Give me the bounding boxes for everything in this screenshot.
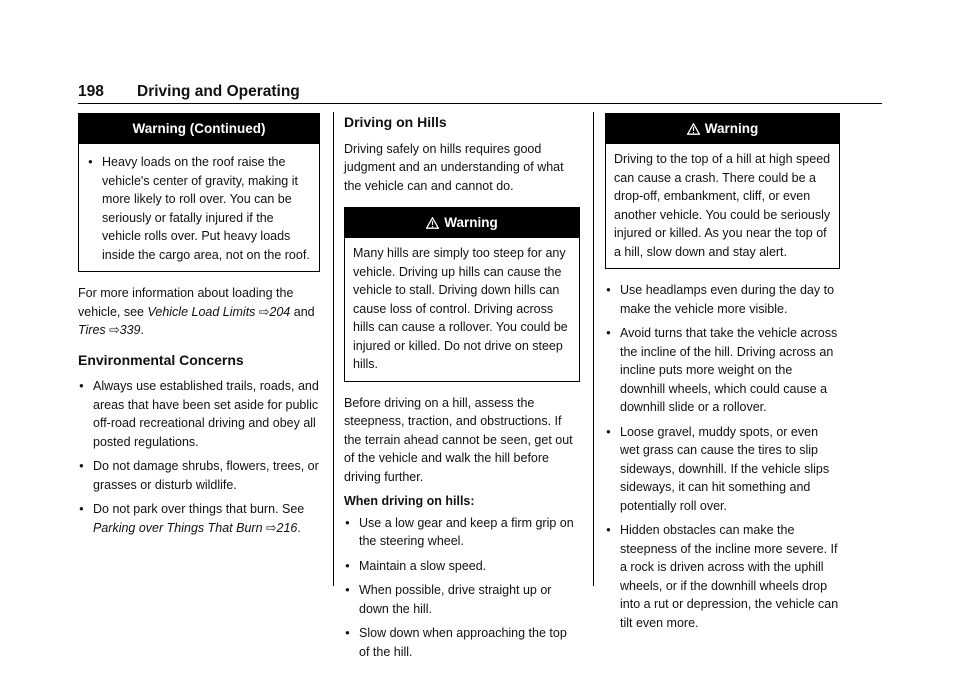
list-item: ● Avoid turns that take the vehicle across the incline of the hill. Driving across an incline puts more weight on the downhill wheels, which could cause a downhill slide or a rollover. [605, 324, 840, 417]
and-text: and [293, 304, 315, 319]
bullet3-text: Do not park over things that burn. See [93, 502, 305, 516]
hills-list [344, 514, 580, 662]
warning-text: Many hills are simply too steep for any vehicle. Driving up hills can cause the vehicle to stall. Driving down hills can cause loss of control. Driving across hills can cause a rollover. You could be injured or killed. Do not drive on steep hills. [353, 246, 568, 371]
warning-box-steep [344, 207, 580, 382]
when-driving-label: When driving on hills: [344, 494, 475, 508]
column-divider-1 [333, 112, 334, 586]
loading-info: For more information about loading the vehicle, see Vehicle Load Limits ⇨204 and Tires ⇨339. [78, 286, 315, 337]
list-item: ● Use headlamps even during the day to make the vehicle more visible. [605, 281, 840, 318]
page-ref-339[interactable]: 339 [119, 323, 141, 337]
before-driving-text: Before driving on a hill, assess the steepness, traction, and obstructions. If the terrain ahead cannot be seen, get out of the vehicle and walk the hill before driving further. [344, 395, 573, 484]
hills-intro: Driving safely on hills requires good judgment and an understanding of what the vehicle can and cannot do. [344, 141, 564, 193]
warning-triangle-icon [687, 123, 700, 135]
section-title: Driving and Operating [137, 83, 300, 100]
page-ref-216[interactable]: 216 [276, 520, 298, 535]
list-item: ● Maintain a slow speed. [344, 557, 580, 576]
column-2 [344, 113, 580, 667]
environmental-list [78, 377, 320, 537]
heading-driving-on-hills: Driving on Hills [344, 114, 447, 130]
warning-label: Warning [704, 121, 759, 136]
warning-box-top-of-hill [605, 113, 840, 269]
list-item: ● When possible, drive straight up or down the hill. [344, 581, 580, 618]
column-1 [78, 113, 320, 543]
warning-continued-box [78, 113, 320, 272]
link-tires[interactable]: Tires [78, 323, 106, 337]
page-number: 198 [78, 83, 104, 100]
link-vehicle-load-limits[interactable]: Vehicle Load Limits [147, 304, 256, 319]
warning-title [345, 208, 579, 238]
warning-continued-title: Warning (Continued) [79, 114, 319, 144]
warning-bullet: ● Heavy loads on the roof raise the vehicle's center of gravity, making it more likely to roll over. You can be seriously or fatally injured if the vehicle rolls over. Put heavy loads inside the cargo area, not on the roof. [87, 153, 311, 264]
list-item: ● Hidden obstacles can make the steepness of the incline more severe. If a rock is driven across with the uphill wheels, or if the downhill wheels drop into a rut or depression, the vehicle can tilt even more. [605, 521, 840, 632]
column-3 [605, 113, 840, 638]
warning-text: Driving to the top of a hill at high speed can cause a crash. There could be a drop-off, embankment, cliff, or even another vehicle. You could be seriously injured or killed. As you near the top of a hill, slow down and stay alert. [614, 152, 831, 259]
warning-title [606, 114, 839, 144]
list-item: ● Use a low gear and keep a firm grip on the steering wheel. [344, 514, 580, 551]
list-item: ● Loose gravel, muddy spots, or even wet grass can cause the tires to slip sideways, downhill. If the vehicle slips sideways, it can hit something and potentially roll over. [605, 423, 840, 516]
page-ref-204[interactable]: 204 [269, 304, 291, 319]
column-divider-2 [593, 112, 594, 586]
warning-triangle-icon [426, 217, 439, 229]
page-ref-icon: ⇨ [109, 323, 120, 337]
heading-environmental-concerns: Environmental Concerns [78, 351, 244, 368]
hill-safety-list [605, 281, 840, 632]
list-item: ● Slow down when approaching the top of the hill. [344, 624, 580, 661]
loading-text: For more information about loading the vehicle, see [78, 286, 294, 319]
list-item: ● Do not damage shrubs, flowers, trees, or grasses or disturb wildlife. [78, 457, 320, 494]
page-ref-icon: ⇨ [258, 304, 270, 319]
page-ref-icon: ⇨ [266, 520, 277, 535]
header-rule [78, 103, 882, 104]
list-item: ● Always use established trails, roads, and areas that have been set aside for public off-road recreational driving and obey all posted regulations. [78, 377, 320, 451]
page-header [78, 83, 882, 103]
warning-label: Warning [444, 215, 498, 230]
list-item: ● Do not park over things that burn. See Parking over Things That Burn ⇨216. [78, 500, 320, 537]
link-parking-over-things[interactable]: Parking over Things That Burn [93, 520, 263, 535]
